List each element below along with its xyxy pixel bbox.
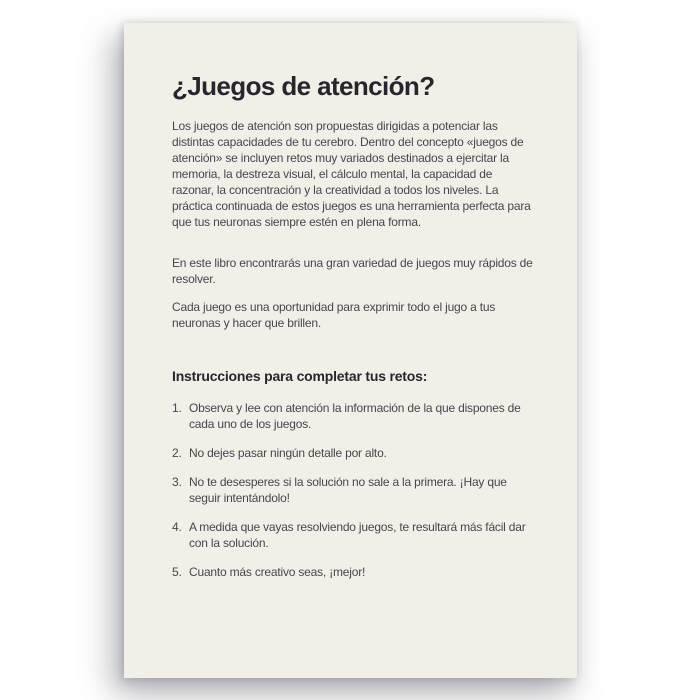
- instruction-number: 4.: [172, 520, 182, 534]
- book-variety-paragraph: En este libro encontrarás una gran variedad de juegos muy rápidos de resolver.: [172, 256, 533, 286]
- page-title: ¿Juegos de atención?: [172, 71, 435, 101]
- instruction-text: A medida que vayas resolviendo juegos, te resultará más fácil dar con la solución.: [189, 520, 526, 550]
- instruction-number: 5.: [172, 565, 182, 579]
- book-page-sheet: [124, 23, 577, 678]
- instruction-text: No te desesperes si la solución no sale a la primera. ¡Hay que seguir intentándolo!: [189, 475, 507, 505]
- instructions-heading: Instrucciones para completar tus retos:: [172, 368, 428, 384]
- instruction-item-5: [172, 564, 537, 580]
- instruction-number: 1.: [172, 401, 182, 415]
- instruction-text: Observa y lee con atención la información de la que dispones de cada uno de los juegos.: [189, 401, 521, 431]
- instruction-number: 2.: [172, 446, 182, 460]
- instructions-list: [172, 400, 537, 580]
- page-content: [172, 71, 537, 593]
- instruction-item-4: [172, 519, 537, 551]
- neurons-paragraph: Cada juego es una oportunidad para exprimir todo el jugo a tus neuronas y hacer que brillen.: [172, 300, 496, 330]
- instruction-item-3: [172, 474, 537, 506]
- instruction-text: Cuanto más creativo seas, ¡mejor!: [189, 565, 366, 579]
- intro-paragraph: Los juegos de atención son propuestas dirigidas a potenciar las distintas capacidades de tu cerebro. Dentro del concepto «juegos de atención» se incluyen retos muy variados destinados a ejercitar la memoria, la destreza visual, el cálculo mental, la capacidad de razonar, la concentración y la creatividad a todos los niveles. La práctica continuada de estos juegos es una herramienta perfecta para que tus neuronas siempre estén en plena forma.: [172, 119, 531, 229]
- instruction-item-2: [172, 445, 537, 461]
- instruction-item-1: [172, 400, 537, 432]
- instruction-number: 3.: [172, 475, 182, 489]
- instruction-text: No dejes pasar ningún detalle por alto.: [189, 446, 387, 460]
